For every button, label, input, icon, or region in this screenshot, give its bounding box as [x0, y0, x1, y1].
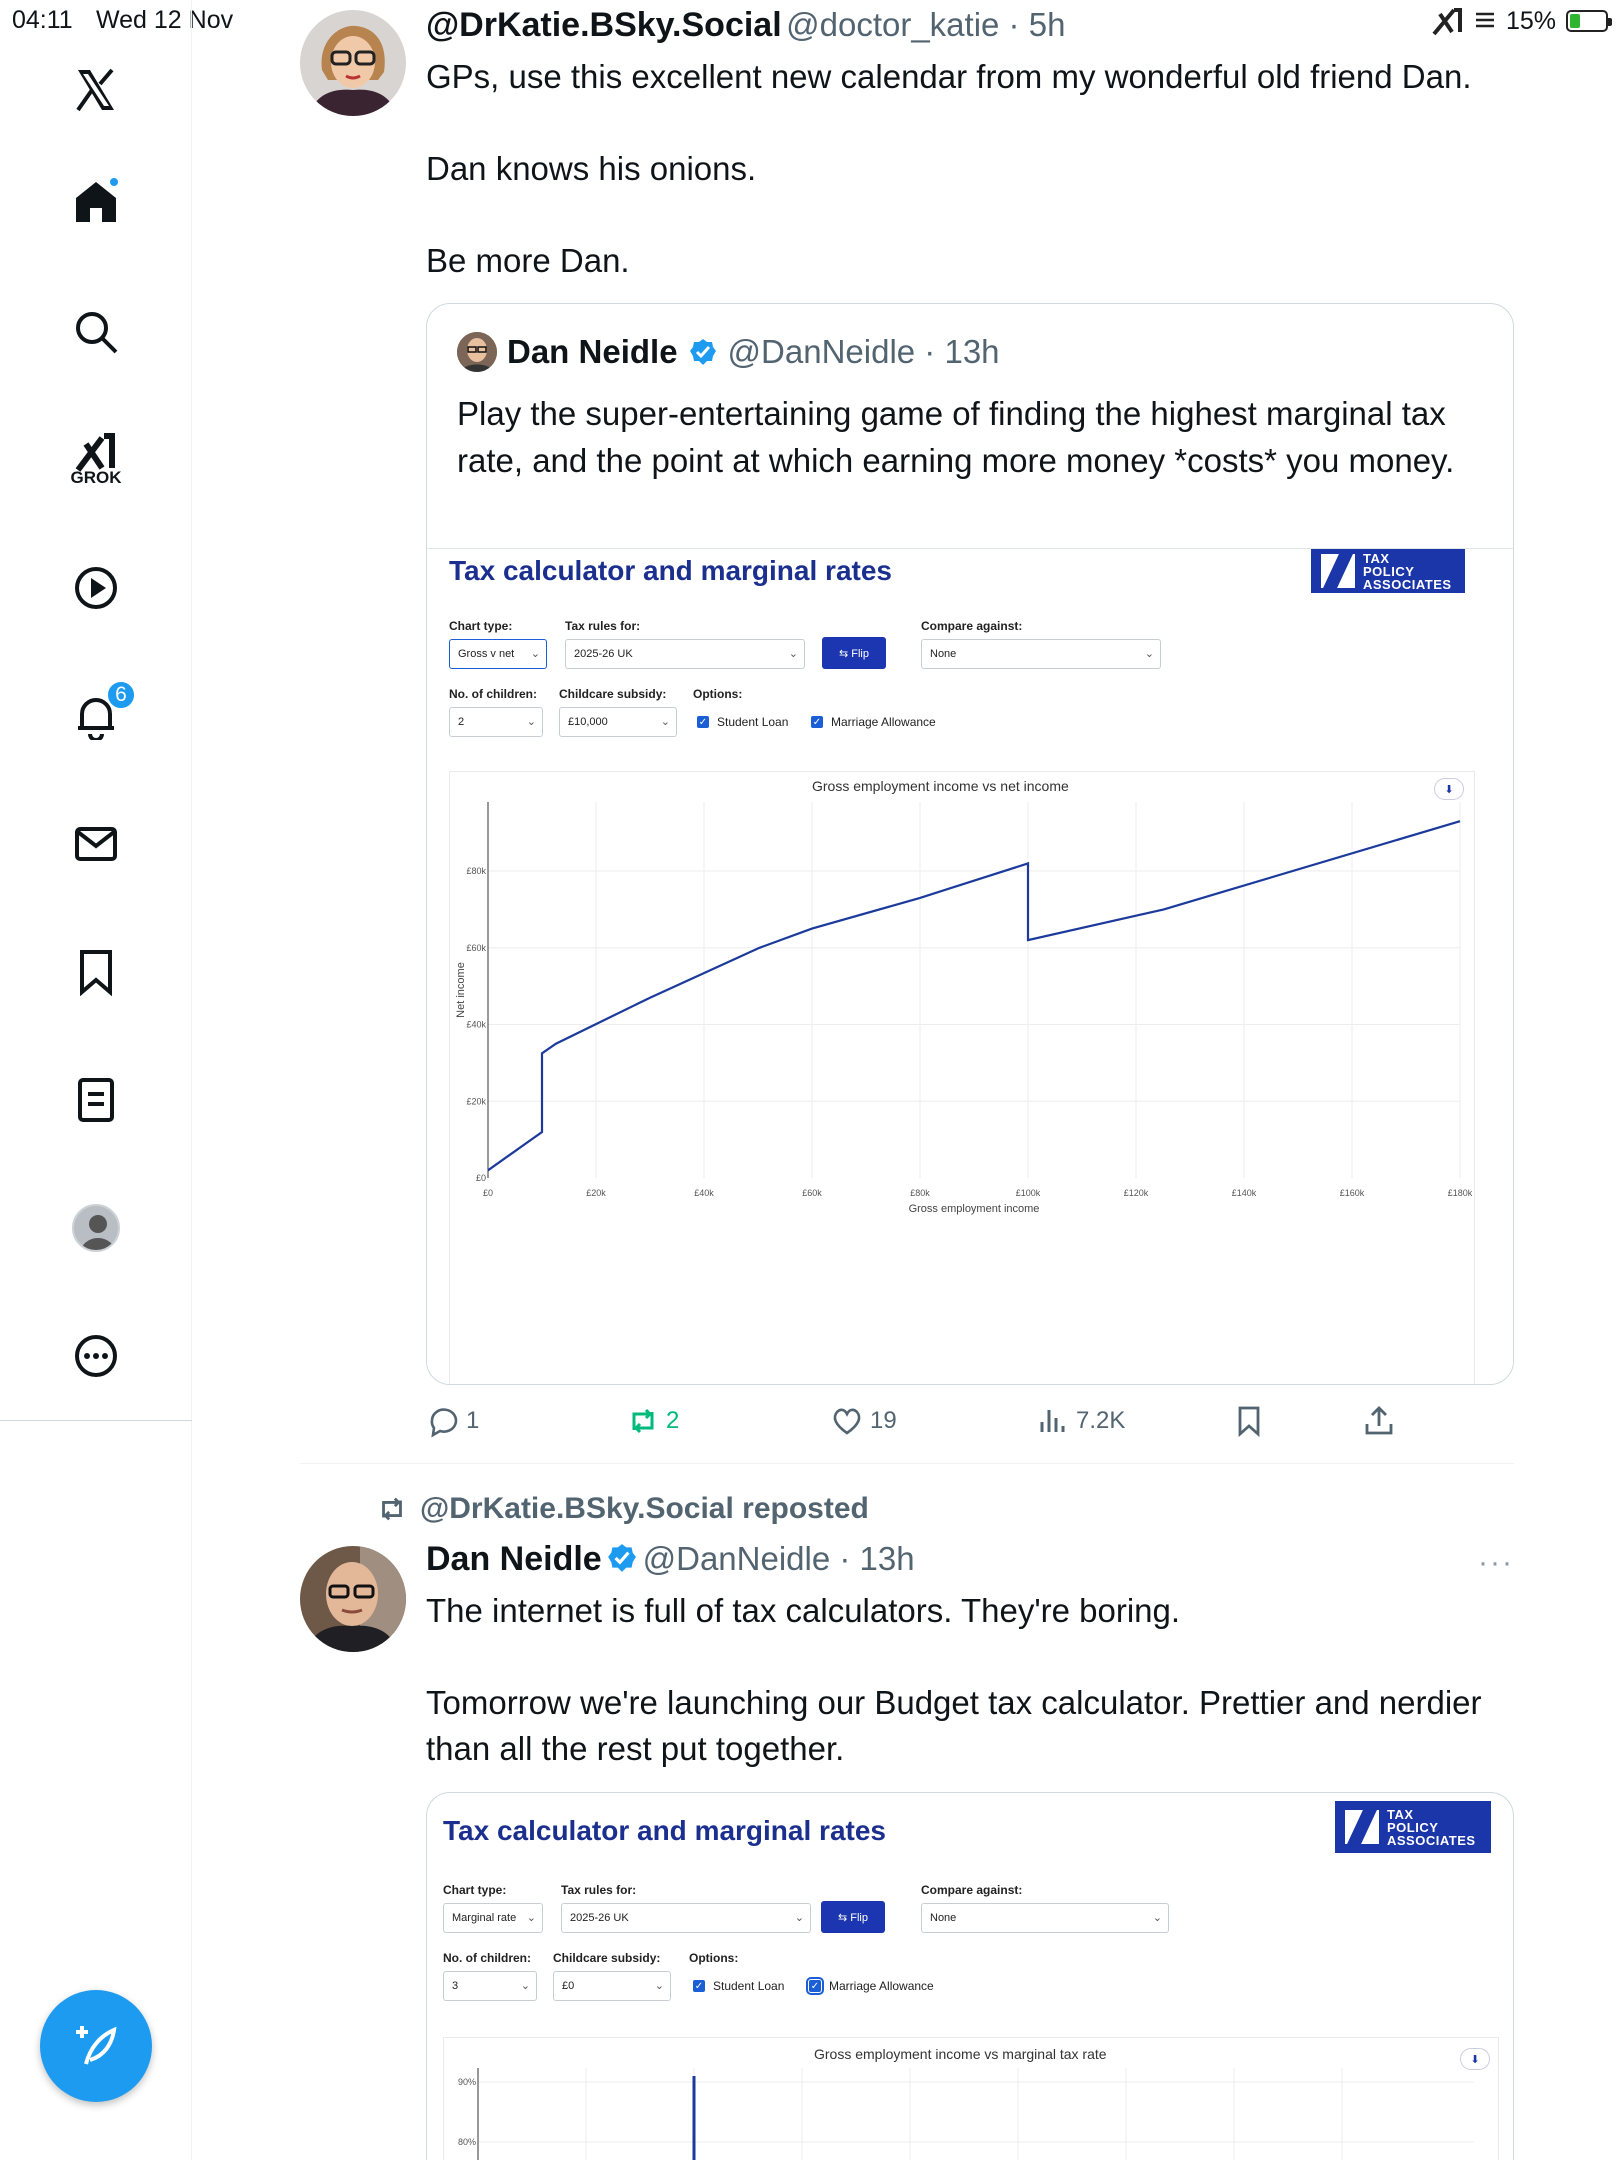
verified-badge-icon [688, 337, 718, 367]
tpa-logo-mark [1345, 1810, 1379, 1844]
y-axis-label: Net income [455, 962, 467, 1018]
notifications-badge: 6 [106, 680, 136, 710]
quote-handle-time[interactable]: @DanNeidle · 13h [727, 333, 1000, 370]
profile-avatar-icon [72, 1204, 120, 1252]
chart-type-select[interactable]: Gross v net ⌄ [449, 639, 547, 669]
tax-rules-label: Tax rules for: [561, 1883, 637, 1897]
tweet2-line: The internet is full of tax calculators. They're boring. [426, 1592, 1181, 1629]
verified-badge-icon [606, 1542, 638, 1574]
status-right [1430, 6, 1608, 36]
battery-icon [1566, 10, 1608, 32]
repost-indicator[interactable] [376, 1492, 869, 1526]
grok-status-icon [1430, 6, 1464, 36]
compare-select[interactable]: None ⌄ [921, 1903, 1169, 1933]
chart1-plot [450, 772, 1476, 1385]
x-tick-label: £40k [694, 1188, 714, 1198]
repost-small-icon [376, 1493, 408, 1525]
repost-count: 2 [666, 1407, 680, 1434]
x-logo-icon[interactable] [66, 60, 126, 120]
list-icon [1474, 10, 1496, 32]
marriage-allowance-checkbox[interactable]: ✓ Marriage Allowance [812, 715, 936, 729]
tweet1-line: Dan knows his onions. [426, 150, 757, 187]
repost-indicator-label: @DrKatie.BSky.Social reposted [420, 1492, 869, 1525]
quote-image-calculator[interactable] [427, 548, 1514, 1385]
status-date: Wed 12 Nov [96, 6, 234, 34]
x-tick-label: £0 [482, 1188, 494, 1198]
compose-button[interactable] [40, 1990, 152, 2102]
tweet1-header [426, 6, 1065, 45]
y-tick-label: £80k [466, 866, 486, 877]
bookmark-icon [1232, 1404, 1266, 1438]
y-tick-label: 80% [457, 2137, 476, 2147]
compare-select[interactable]: None ⌄ [921, 639, 1161, 669]
reply-count: 1 [466, 1407, 480, 1434]
chart2-title: Gross employment income vs marginal tax rate [814, 2046, 1107, 2062]
tweet1-display-name[interactable]: @DrKatie.BSky.Social [426, 6, 782, 44]
compose-feather-icon [68, 2018, 124, 2074]
y-tick-label: 90% [457, 2077, 476, 2087]
heart-icon [830, 1404, 864, 1438]
views-button[interactable] [1036, 1404, 1125, 1438]
student-loan-checkbox[interactable]: ✓ Student Loan [694, 1979, 785, 1993]
tpa-logo-text: TAX POLICY ASSOCIATES [1387, 1806, 1476, 1848]
views-count: 7.2K [1076, 1407, 1126, 1434]
y-tick-label: £0 [475, 1173, 486, 1183]
messages-icon[interactable] [66, 814, 126, 874]
share-icon [1362, 1404, 1396, 1438]
tweet-separator [300, 1463, 1514, 1464]
x-tick-label: £160k [1339, 1188, 1365, 1198]
repost-icon [626, 1404, 660, 1438]
bookmarks-icon[interactable] [66, 942, 126, 1002]
reply-button[interactable] [426, 1404, 479, 1438]
children-select[interactable]: 2 ⌄ [449, 707, 543, 737]
tweet1-line: GPs, use this excellent new calendar from my wonderful old friend Dan. [426, 58, 1472, 95]
x-tick-label: £180k [1447, 1188, 1473, 1198]
chart-frame [443, 2037, 1499, 2160]
repost-button[interactable] [626, 1404, 679, 1438]
notifications-icon[interactable] [66, 683, 127, 746]
share-button[interactable] [1362, 1404, 1396, 1438]
compare-label: Compare against: [921, 619, 1023, 633]
quote-display-name[interactable]: Dan Neidle [507, 333, 678, 370]
profile-nav-item[interactable] [66, 1198, 126, 1258]
x-tick-label: £80k [910, 1188, 930, 1198]
tax-policy-associates-logo [1335, 1801, 1491, 1853]
tweet2-body [426, 1588, 1526, 1818]
quote-avatar [457, 332, 497, 372]
tax-rules-label: Tax rules for: [565, 619, 641, 633]
like-button[interactable] [830, 1404, 897, 1438]
tweet-avatar-danneidle[interactable] [300, 1546, 406, 1652]
chart-download-icon[interactable]: ⬇ [1460, 2048, 1490, 2070]
home-badge-dot [108, 176, 120, 188]
sidebar [0, 0, 192, 2160]
childcare-label: Childcare subsidy: [559, 687, 667, 701]
x-tick-label: £20k [586, 1188, 606, 1198]
tweet1-actions [426, 1404, 1526, 1454]
like-count: 19 [870, 1407, 897, 1434]
tweet1-handle-time[interactable]: @doctor_katie · 5h [786, 6, 1066, 43]
flip-button[interactable]: ⇆ Flip [822, 637, 886, 669]
y-tick-label: £40k [466, 1019, 486, 1030]
more-options-icon[interactable] [66, 1326, 126, 1386]
childcare-label: Childcare subsidy: [553, 1951, 661, 1965]
tweet1-body [426, 54, 1526, 330]
chart-type-select[interactable]: Marginal rate ⌄ [443, 1903, 543, 1933]
calculator-title: Tax calculator and marginal rates [449, 555, 892, 586]
compare-label: Compare against: [921, 1883, 1023, 1897]
x-tick-label: £140k [1231, 1188, 1257, 1198]
tweet1-line: Be more Dan. [426, 242, 630, 279]
search-icon[interactable] [66, 302, 126, 362]
chart-type-label: Chart type: [443, 1883, 507, 1897]
quoted-tweet[interactable] [426, 303, 1514, 1385]
series-line-net-income [488, 821, 1460, 1170]
chart-type-label: Chart type: [449, 619, 513, 633]
tweet2-line: Tomorrow we're launching our Budget tax calculator. Prettier and nerdier than all the rest put together. [426, 1684, 1482, 1767]
y-tick-label: £20k [466, 1096, 486, 1107]
marriage-allowance-checkbox[interactable]: ✓ Marriage Allowance [810, 1979, 934, 1993]
chart-download-icon[interactable]: ⬇ [1434, 778, 1464, 800]
chart2-plot [444, 2038, 1500, 2160]
children-label: No. of children: [443, 1951, 531, 1965]
childcare-select[interactable]: £10,000 ⌄ [559, 707, 677, 737]
student-loan-checkbox[interactable]: ✓ Student Loan [698, 715, 789, 729]
flip-button[interactable]: ⇆ Flip [821, 1901, 885, 1933]
tweet2-display-name[interactable]: Dan Neidle [426, 1540, 602, 1578]
status-time: 04:11 [12, 6, 73, 34]
home-icon[interactable] [66, 172, 126, 232]
tweet2-image-calculator[interactable] [426, 1792, 1514, 2160]
tweet2-more-icon[interactable]: ··· [1478, 1546, 1514, 1579]
tax-policy-associates-logo [1311, 549, 1465, 593]
grok-nav-item[interactable] [66, 424, 126, 487]
x-tick-label: £100k [1015, 1188, 1041, 1198]
tax-rules-select[interactable]: 2025-26 UK ⌄ [561, 1903, 811, 1933]
options-label: Options: [689, 1951, 739, 1965]
lists-icon[interactable] [66, 1070, 126, 1130]
chart-frame [449, 771, 1475, 1385]
childcare-select[interactable]: £0 ⌄ [553, 1971, 671, 2001]
grok-label: GROK [70, 468, 122, 487]
x-tick-label: £60k [802, 1188, 822, 1198]
tpa-logo-mark [1321, 554, 1355, 588]
children-label: No. of children: [449, 687, 537, 701]
tweet2-header [426, 1540, 915, 1579]
options-label: Options: [693, 687, 743, 701]
tweet2-handle-time[interactable]: @DanNeidle · 13h [642, 1540, 915, 1577]
quote-text: Play the super-entertaining game of finding the highest marginal tax rate, and the point at which earning more money *costs* you money. [457, 395, 1455, 479]
battery-percent: 15% [1505, 6, 1556, 35]
tpa-logo-text: TAX POLICY ASSOCIATES [1363, 550, 1452, 592]
reply-icon [426, 1404, 460, 1438]
bookmark-button[interactable] [1232, 1404, 1266, 1438]
chart1-title: Gross employment income vs net income [812, 778, 1069, 794]
x-axis-label: Gross employment income [908, 1203, 1040, 1215]
children-select[interactable]: 3 ⌄ [443, 1971, 537, 2001]
x-tick-label: £120k [1123, 1188, 1149, 1198]
tax-rules-select[interactable]: 2025-26 UK ⌄ [565, 639, 805, 669]
views-icon [1036, 1404, 1070, 1438]
sidebar-divider [0, 1420, 192, 1421]
video-icon[interactable] [66, 558, 126, 618]
tweet-avatar-drkatie[interactable] [300, 10, 406, 116]
calculator-title: Tax calculator and marginal rates [443, 1815, 886, 1846]
quote-header [457, 332, 1000, 372]
y-tick-label: £60k [466, 942, 486, 953]
